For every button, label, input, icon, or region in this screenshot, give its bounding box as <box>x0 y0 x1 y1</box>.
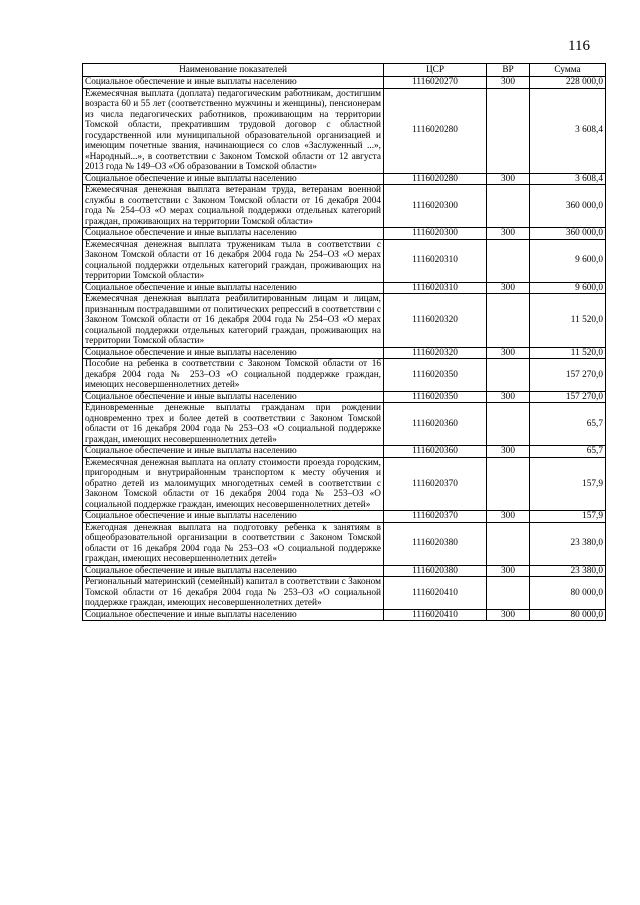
table-header-row <box>83 64 606 77</box>
row-csr: 1116020300 <box>384 228 487 240</box>
row-name: Единовременные денежные выплаты гражданам при рождении одновременно трех и более детей в соответствии с Законом Томской области от 16 декабря 2004 года № 253–ОЗ «О социальной поддержке граждан, имеющих несовершеннолетних детей» <box>83 403 384 446</box>
row-name: Ежемесячная денежная выплата реабилитированным лицам и лицам, признанным пострадавшими от политических репрессий в соответствии с Законом Томской области от 16 декабря 2004 года № 254–ОЗ «О мерах социальной поддержки отдельных категорий граждан, проживающих на территории Томской области» <box>83 294 384 348</box>
row-name: Социальное обеспечение и иные выплаты населению <box>83 77 384 89</box>
table-row <box>83 391 606 403</box>
row-csr: 1116020360 <box>384 403 487 446</box>
row-sum: 3 608,4 <box>530 88 606 173</box>
table-row <box>83 565 606 577</box>
row-name: Социальное обеспечение и иные выплаты населению <box>83 228 384 240</box>
row-csr: 1116020320 <box>384 347 487 359</box>
row-csr: 1116020310 <box>384 282 487 294</box>
row-name: Ежемесячная денежная выплата ветеранам труда, ветеранам военной службы в соответствии с Законом Томской области от 16 декабря 2004 года № 254–ОЗ «О мерах социальной поддержки отдельных категорий граждан, проживающих на территории Томской области» <box>83 185 384 228</box>
row-sum: 3 608,4 <box>530 173 606 185</box>
row-vr <box>487 185 530 228</box>
row-name: Ежегодная денежная выплата на подготовку ребенка к занятиям в общеобразовательной организации в соответствии с Законом Томской области от 16 декабря 2004 года № 253–ОЗ «О социальной поддержке граждан, имеющих несовершеннолетних детей» <box>83 522 384 565</box>
row-vr: 300 <box>487 77 530 89</box>
row-vr <box>487 294 530 348</box>
row-name: Пособие на ребенка в соответствии с Законом Томской области от 16 декабря 2004 года № 253–ОЗ «О социальной поддержке граждан, имеющих несовершеннолетних детей» <box>83 359 384 392</box>
row-name: Региональный материнский (семейный) капитал в соответствии с Законом Томской области от 16 декабря 2004 года № 253–ОЗ «О социальной поддержке граждан, имеющих несовершеннолетних детей» <box>83 577 384 610</box>
row-sum: 9 600,0 <box>530 282 606 294</box>
row-vr: 300 <box>487 446 530 458</box>
row-vr: 300 <box>487 347 530 359</box>
row-vr <box>487 403 530 446</box>
row-sum: 80 000,0 <box>530 609 606 621</box>
table-row <box>83 446 606 458</box>
row-csr: 1116020280 <box>384 88 487 173</box>
row-sum: 11 520,0 <box>530 347 606 359</box>
row-csr: 1116020410 <box>384 609 487 621</box>
row-name: Социальное обеспечение и иные выплаты населению <box>83 391 384 403</box>
row-sum: 360 000,0 <box>530 185 606 228</box>
row-sum: 65,7 <box>530 446 606 458</box>
row-csr: 1116020270 <box>384 77 487 89</box>
table-row <box>83 294 606 348</box>
row-vr: 300 <box>487 511 530 523</box>
row-sum: 157 270,0 <box>530 391 606 403</box>
header-name: Наименование показателей <box>83 64 384 77</box>
row-csr: 1116020300 <box>384 185 487 228</box>
row-csr: 1116020410 <box>384 577 487 610</box>
row-sum: 157 270,0 <box>530 359 606 392</box>
table-row <box>83 173 606 185</box>
table-row <box>83 282 606 294</box>
table-row <box>83 403 606 446</box>
row-vr: 300 <box>487 173 530 185</box>
row-sum: 23 380,0 <box>530 522 606 565</box>
row-name: Ежемесячная денежная выплата труженикам тыла в соответствии с Законом Томской области от 16 декабря 2004 года № 254–ОЗ «О мерах социальной поддержки отдельных категорий граждан, проживающих на территории Томской области» <box>83 239 384 282</box>
row-name: Ежемесячная денежная выплата на оплату стоимости проезда городским, пригородным и внутрирайонным транспортом к месту обучения и обратно детей из малоимущих многодетных семей в соответствии с Законом Томской области от 16 декабря 2004 года № 253–ОЗ «О социальной поддержке граждан, имеющих несовершеннолетних детей» <box>83 457 384 511</box>
row-csr: 1116020380 <box>384 522 487 565</box>
table-row <box>83 359 606 392</box>
row-vr: 300 <box>487 282 530 294</box>
budget-table <box>82 63 606 621</box>
row-name: Социальное обеспечение и иные выплаты населению <box>83 511 384 523</box>
row-csr: 1116020320 <box>384 294 487 348</box>
row-sum: 11 520,0 <box>530 294 606 348</box>
table-row <box>83 77 606 89</box>
row-sum: 228 000,0 <box>530 77 606 89</box>
table-row <box>83 239 606 282</box>
row-name: Социальное обеспечение и иные выплаты населению <box>83 446 384 458</box>
row-sum: 157,9 <box>530 511 606 523</box>
row-vr <box>487 577 530 610</box>
header-vr: ВР <box>487 64 530 77</box>
table-row <box>83 228 606 240</box>
row-vr <box>487 239 530 282</box>
row-csr: 1116020380 <box>384 565 487 577</box>
row-vr <box>487 522 530 565</box>
row-csr: 1116020280 <box>384 173 487 185</box>
row-vr <box>487 88 530 173</box>
row-vr: 300 <box>487 609 530 621</box>
row-sum: 65,7 <box>530 403 606 446</box>
row-vr: 300 <box>487 228 530 240</box>
row-csr: 1116020370 <box>384 457 487 511</box>
row-name: Социальное обеспечение и иные выплаты населению <box>83 609 384 621</box>
table-row <box>83 347 606 359</box>
table-row <box>83 185 606 228</box>
row-sum: 157,9 <box>530 457 606 511</box>
row-vr <box>487 359 530 392</box>
row-vr: 300 <box>487 391 530 403</box>
row-sum: 9 600,0 <box>530 239 606 282</box>
header-csr: ЦСР <box>384 64 487 77</box>
table-row <box>83 609 606 621</box>
row-vr <box>487 457 530 511</box>
page-number: 116 <box>568 38 590 54</box>
row-csr: 1116020350 <box>384 359 487 392</box>
row-sum: 360 000,0 <box>530 228 606 240</box>
row-sum: 80 000,0 <box>530 577 606 610</box>
row-csr: 1116020310 <box>384 239 487 282</box>
table-row <box>83 577 606 610</box>
table-row <box>83 511 606 523</box>
table-row <box>83 522 606 565</box>
row-csr: 1116020370 <box>384 511 487 523</box>
header-sum: Сумма <box>530 64 606 77</box>
row-name: Ежемесячная выплата (доплата) педагогическим работникам, достигшим возраста 60 и 55 лет (соответственно мужчины и женщины), пенсионерам из числа педагогических работников, проживающим на территории Томской области, прекратившим трудовой договор с областной государственной или муниципальной образовательной организацией и имеющим почетные звания, начинающиеся со слов «Заслуженный ...», «Народный...», в соответствии с Законом Томской области от 12 августа 2013 года № 149–ОЗ «Об образовании в Томской области» <box>83 88 384 173</box>
row-name: Социальное обеспечение и иные выплаты населению <box>83 565 384 577</box>
row-csr: 1116020350 <box>384 391 487 403</box>
row-name: Социальное обеспечение и иные выплаты населению <box>83 347 384 359</box>
table-row <box>83 457 606 511</box>
table-row <box>83 88 606 173</box>
row-name: Социальное обеспечение и иные выплаты населению <box>83 173 384 185</box>
row-name: Социальное обеспечение и иные выплаты населению <box>83 282 384 294</box>
table-body <box>83 77 606 621</box>
row-sum: 23 380,0 <box>530 565 606 577</box>
row-vr: 300 <box>487 565 530 577</box>
row-csr: 1116020360 <box>384 446 487 458</box>
